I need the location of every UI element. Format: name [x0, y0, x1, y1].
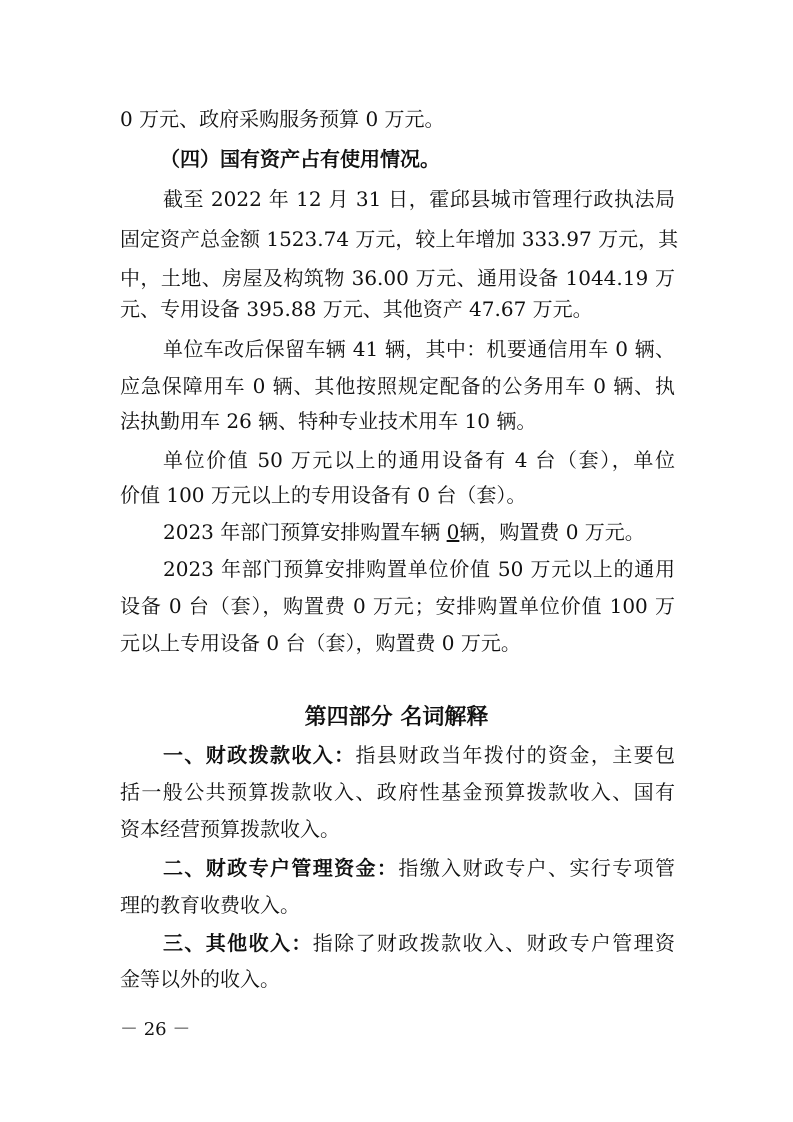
section-title: 第四部分 名词解释 — [304, 705, 489, 730]
page-number: － 26 － — [120, 1019, 191, 1040]
text-segment: 辆，购置费 0 万元。 — [459, 520, 645, 544]
paragraph-line: 2023 年部门预算安排购置单位价值 50 万元以上的通用 — [163, 557, 675, 581]
definition-line: 括一般公共预算拨款收入、政府性基金预算拨款收入、国有 — [120, 780, 675, 804]
definition-text: 指缴入财政专户、实行专项管 — [398, 856, 676, 880]
definition-text: 指除了财政拨款收入、财政专户管理资 — [312, 931, 676, 955]
definition-line: 资本经营预算拨款收入。 — [120, 817, 340, 841]
paragraph-line: 单位车改后保留车辆 41 辆，其中：机要通信用车 0 辆、 — [163, 337, 675, 361]
paragraph-line: 应急保障用车 0 辆、其他按照规定配备的公务用车 0 辆、执 — [120, 374, 675, 398]
paragraph-line: 0 万元、政府采购服务预算 0 万元。 — [120, 107, 445, 131]
underlined-number: 0 — [446, 520, 460, 544]
definition-line — [163, 856, 675, 880]
paragraph-line: 中，土地、房屋及构筑物 36.00 万元、通用设备 1044.19 万 — [120, 266, 675, 290]
definition-line: 金等以外的收入。 — [120, 967, 280, 991]
definition-term: 三、其他收入： — [163, 931, 313, 955]
paragraph-line: 单位价值 50 万元以上的通用设备有 4 台（套），单位 — [163, 448, 675, 472]
definition-term: 二、财政专户管理资金： — [163, 856, 399, 880]
definition-line — [163, 931, 675, 955]
text-segment: 2023 年部门预算安排购置车辆 — [163, 520, 447, 544]
paragraph-line: 元、专用设备 395.88 万元、其他资产 47.67 万元。 — [120, 297, 593, 321]
paragraph-line: 价值 100 万元以上的专用设备有 0 台（套）。 — [120, 483, 527, 507]
paragraph-line-vehicle-purchase — [163, 520, 675, 544]
paragraph-line: 截至 2022 年 12 月 31 日，霍邱县城市管理行政执法局 — [163, 187, 675, 211]
paragraph-line: 设备 0 台（套），购置费 0 万元；安排购置单位价值 100 万 — [120, 594, 675, 618]
definition-term: 一、财政拨款收入： — [163, 743, 356, 767]
definition-text: 指县财政当年拨付的资金，主要包 — [355, 743, 676, 767]
definition-line — [163, 743, 675, 767]
paragraph-line: 元以上专用设备 0 台（套），购置费 0 万元。 — [120, 631, 521, 655]
paragraph-line: 固定资产总金额 1523.74 万元，较上年增加 333.97 万元，其 — [120, 227, 679, 251]
subheading-state-assets: （四）国有资产占有使用情况。 — [160, 147, 440, 171]
definition-line: 理的教育收费收入。 — [120, 893, 300, 917]
paragraph-line: 法执勤用车 26 辆、特种专业技术用车 10 辆。 — [120, 409, 537, 433]
